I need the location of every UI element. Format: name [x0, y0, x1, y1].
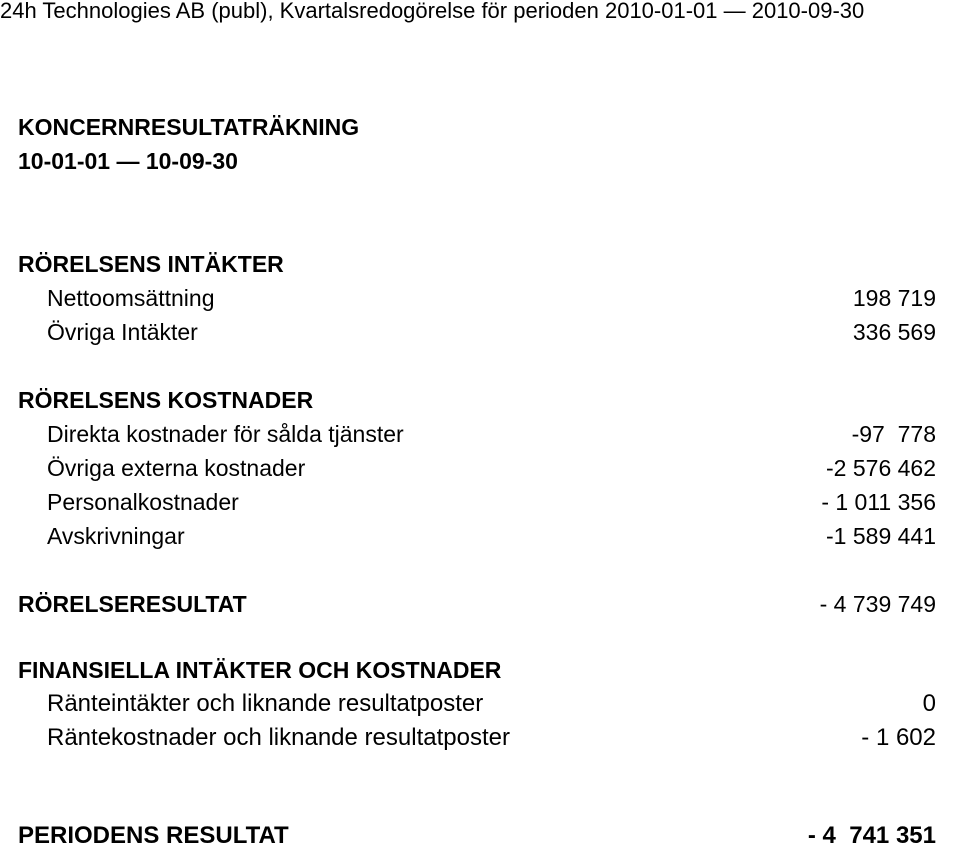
document-header: 24h Technologies AB (publ), Kvartalsredogörelse för perioden 2010-01-01 — 2010-09-30 [0, 0, 865, 23]
line-item-label: Personalkostnader [47, 489, 239, 515]
operating-expenses-heading: RÖRELSENS KOSTNADER [18, 387, 314, 413]
line-item-label: Räntekostnader och liknande resultatposter [47, 724, 510, 751]
line-item-label: Övriga externa kostnader [47, 455, 306, 481]
line-item-amount: - 1 011 356 [821, 489, 936, 515]
operating-result-amount: - 4 739 749 [819, 591, 936, 617]
line-item-label: Nettoomsättning [47, 285, 215, 311]
period-result-amount: - 4 741 351 [807, 822, 936, 849]
financial-heading: FINANSIELLA INTÄKTER OCH KOSTNADER [18, 657, 502, 683]
line-item-amount: 0 [922, 690, 936, 717]
period-result-label: PERIODENS RESULTAT [18, 822, 289, 849]
line-item-label: Ränteintäkter och liknande resultatposter [47, 690, 484, 717]
line-item-label: Övriga Intäkter [47, 319, 198, 345]
line-item-amount: -1 589 441 [826, 523, 936, 549]
line-item-amount: - 1 602 [861, 724, 936, 751]
operating-income-heading: RÖRELSENS INTÄKTER [18, 251, 284, 277]
report-title: KONCERNRESULTATRÄKNING [18, 114, 360, 140]
line-item-amount: -2 576 462 [826, 455, 936, 481]
line-item-amount: -97 778 [851, 421, 936, 447]
line-item-label: Direkta kostnader för sålda tjänster [47, 421, 404, 447]
line-item-label: Avskrivningar [47, 523, 185, 549]
report-period: 10-01-01 — 10-09-30 [18, 148, 238, 174]
line-item-amount: 198 719 [852, 285, 936, 311]
operating-result-label: RÖRELSERESULTAT [18, 591, 247, 617]
line-item-amount: 336 569 [852, 319, 936, 345]
